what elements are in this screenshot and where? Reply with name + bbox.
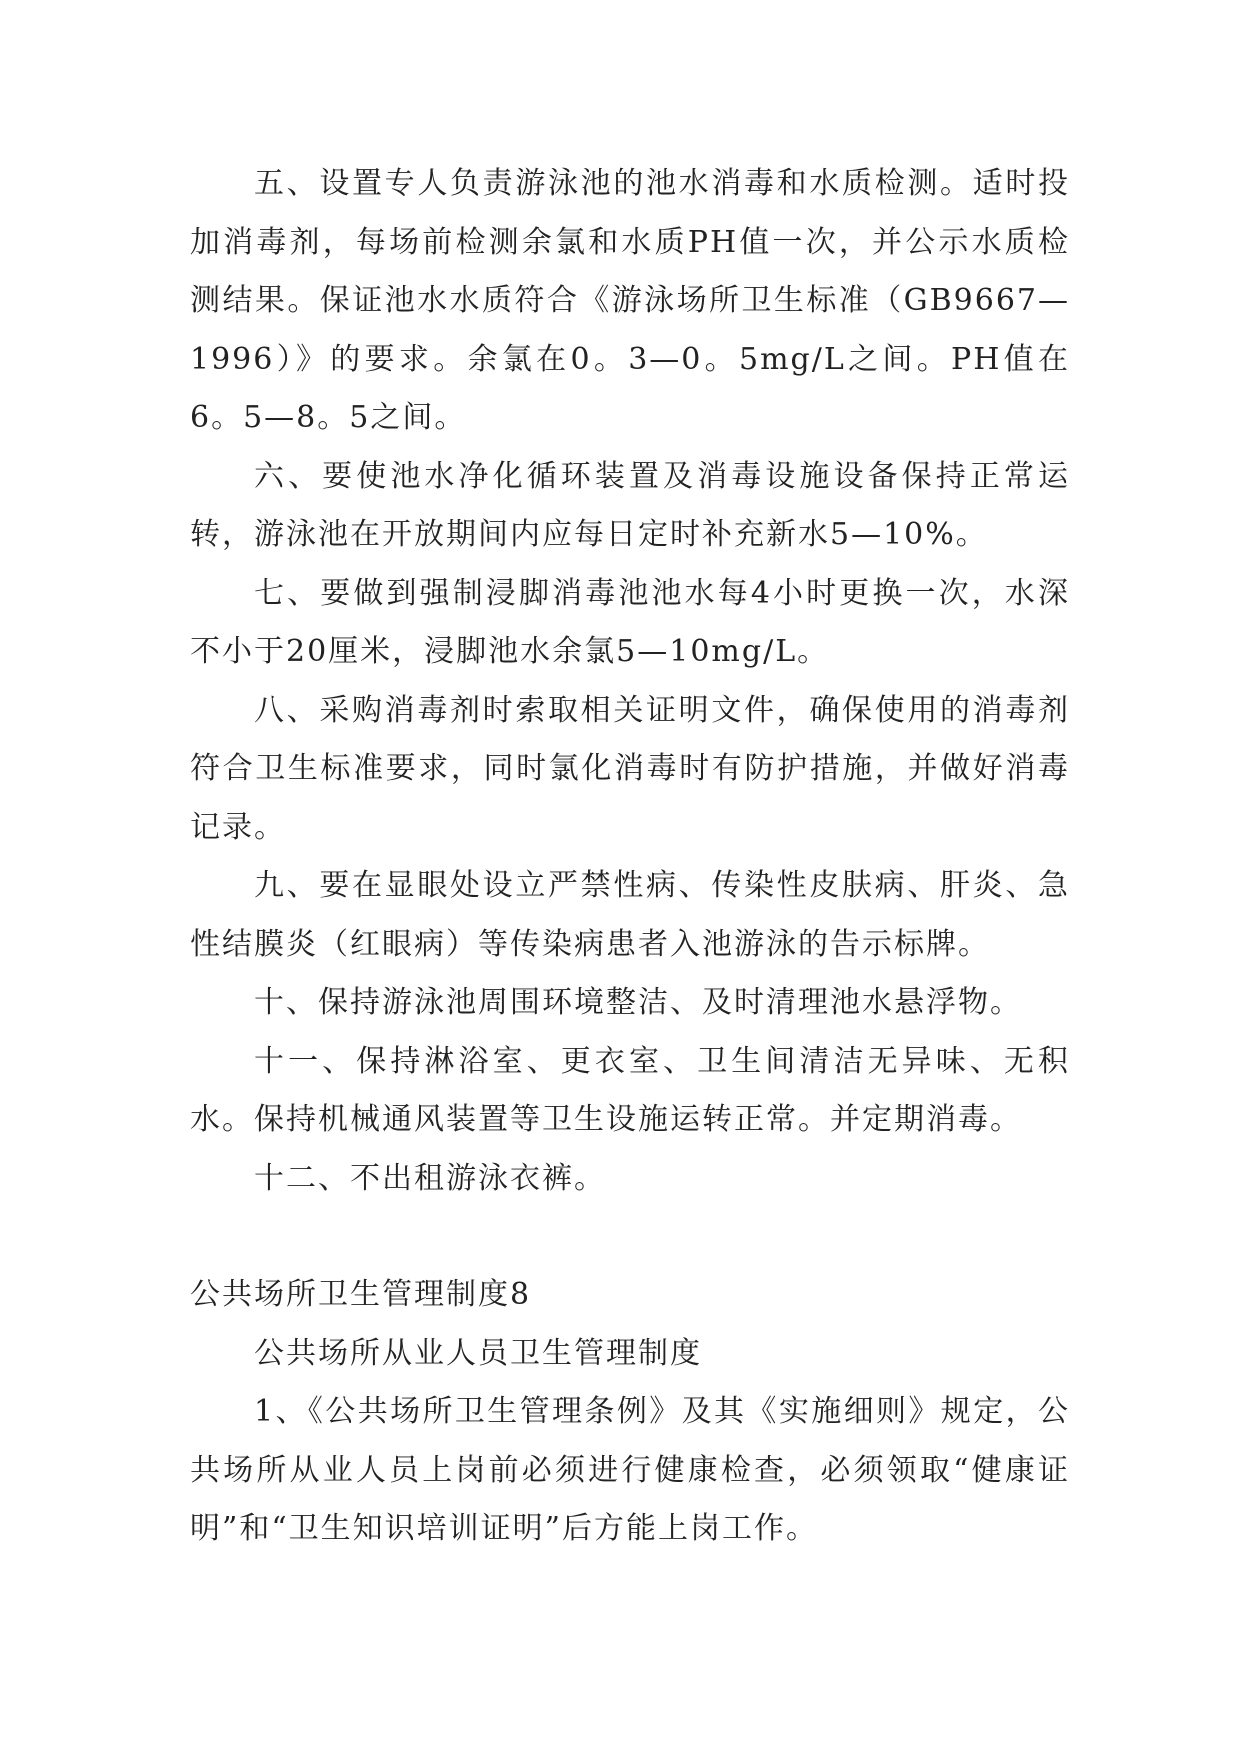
paragraph-8: 八、采购消毒剂时索取相关证明文件，确保使用的消毒剂符合卫生标准要求，同时氯化消毒时有防护措施，并做好消毒记录。	[190, 692, 1070, 845]
section-subtitle: 公共场所从业人员卫生管理制度	[254, 1335, 702, 1371]
document-body	[190, 155, 1070, 1559]
paragraph-11: 十一、保持淋浴室、更衣室、卫生间清洁无异味、无积水。保持机械通风装置等卫生设施运转正常。并定期消毒。	[190, 1043, 1070, 1137]
paragraph-9: 九、要在显眼处设立严禁性病、传染性皮肤病、肝炎、急性结膜炎（红眼病）等传染病患者入池游泳的告示标牌。	[190, 868, 1070, 962]
paragraph-7: 七、要做到强制浸脚消毒池池水每4小时更换一次，水深不小于20厘米，浸脚池水余氯5—10mg/L。	[190, 575, 1070, 669]
paragraph-10: 十、保持游泳池周围环境整洁、及时清理池水悬浮物。	[254, 985, 1022, 1020]
paragraph-6: 六、要使池水净化循环装置及消毒设施设备保持正常运转，游泳池在开放期间内应每日定时补充新水5—10%。	[190, 458, 1070, 552]
paragraph-12: 十二、不出租游泳衣裤。	[254, 1160, 606, 1196]
paragraph-5: 五、设置专人负责游泳池的池水消毒和水质检测。适时投加消毒剂，每场前检测余氯和水质PH值一次，并公示水质检测结果。保证池水水质符合《游泳场所卫生标准（GB9667—1996）》的要求。余氯在0。3—0。5mg/L之间。PH值在6。5—8。5之间。	[190, 166, 1070, 435]
paragraph-rule-1: 1、《公共场所卫生管理条例》及其《实施细则》规定，公共场所从业人员上岗前必须进行健康检查，必须领取“健康证明”和“卫生知识培训证明”后方能上岗工作。	[190, 1394, 1070, 1546]
section-title: 公共场所卫生管理制度8	[190, 1277, 532, 1312]
section-gap	[190, 1208, 1070, 1266]
